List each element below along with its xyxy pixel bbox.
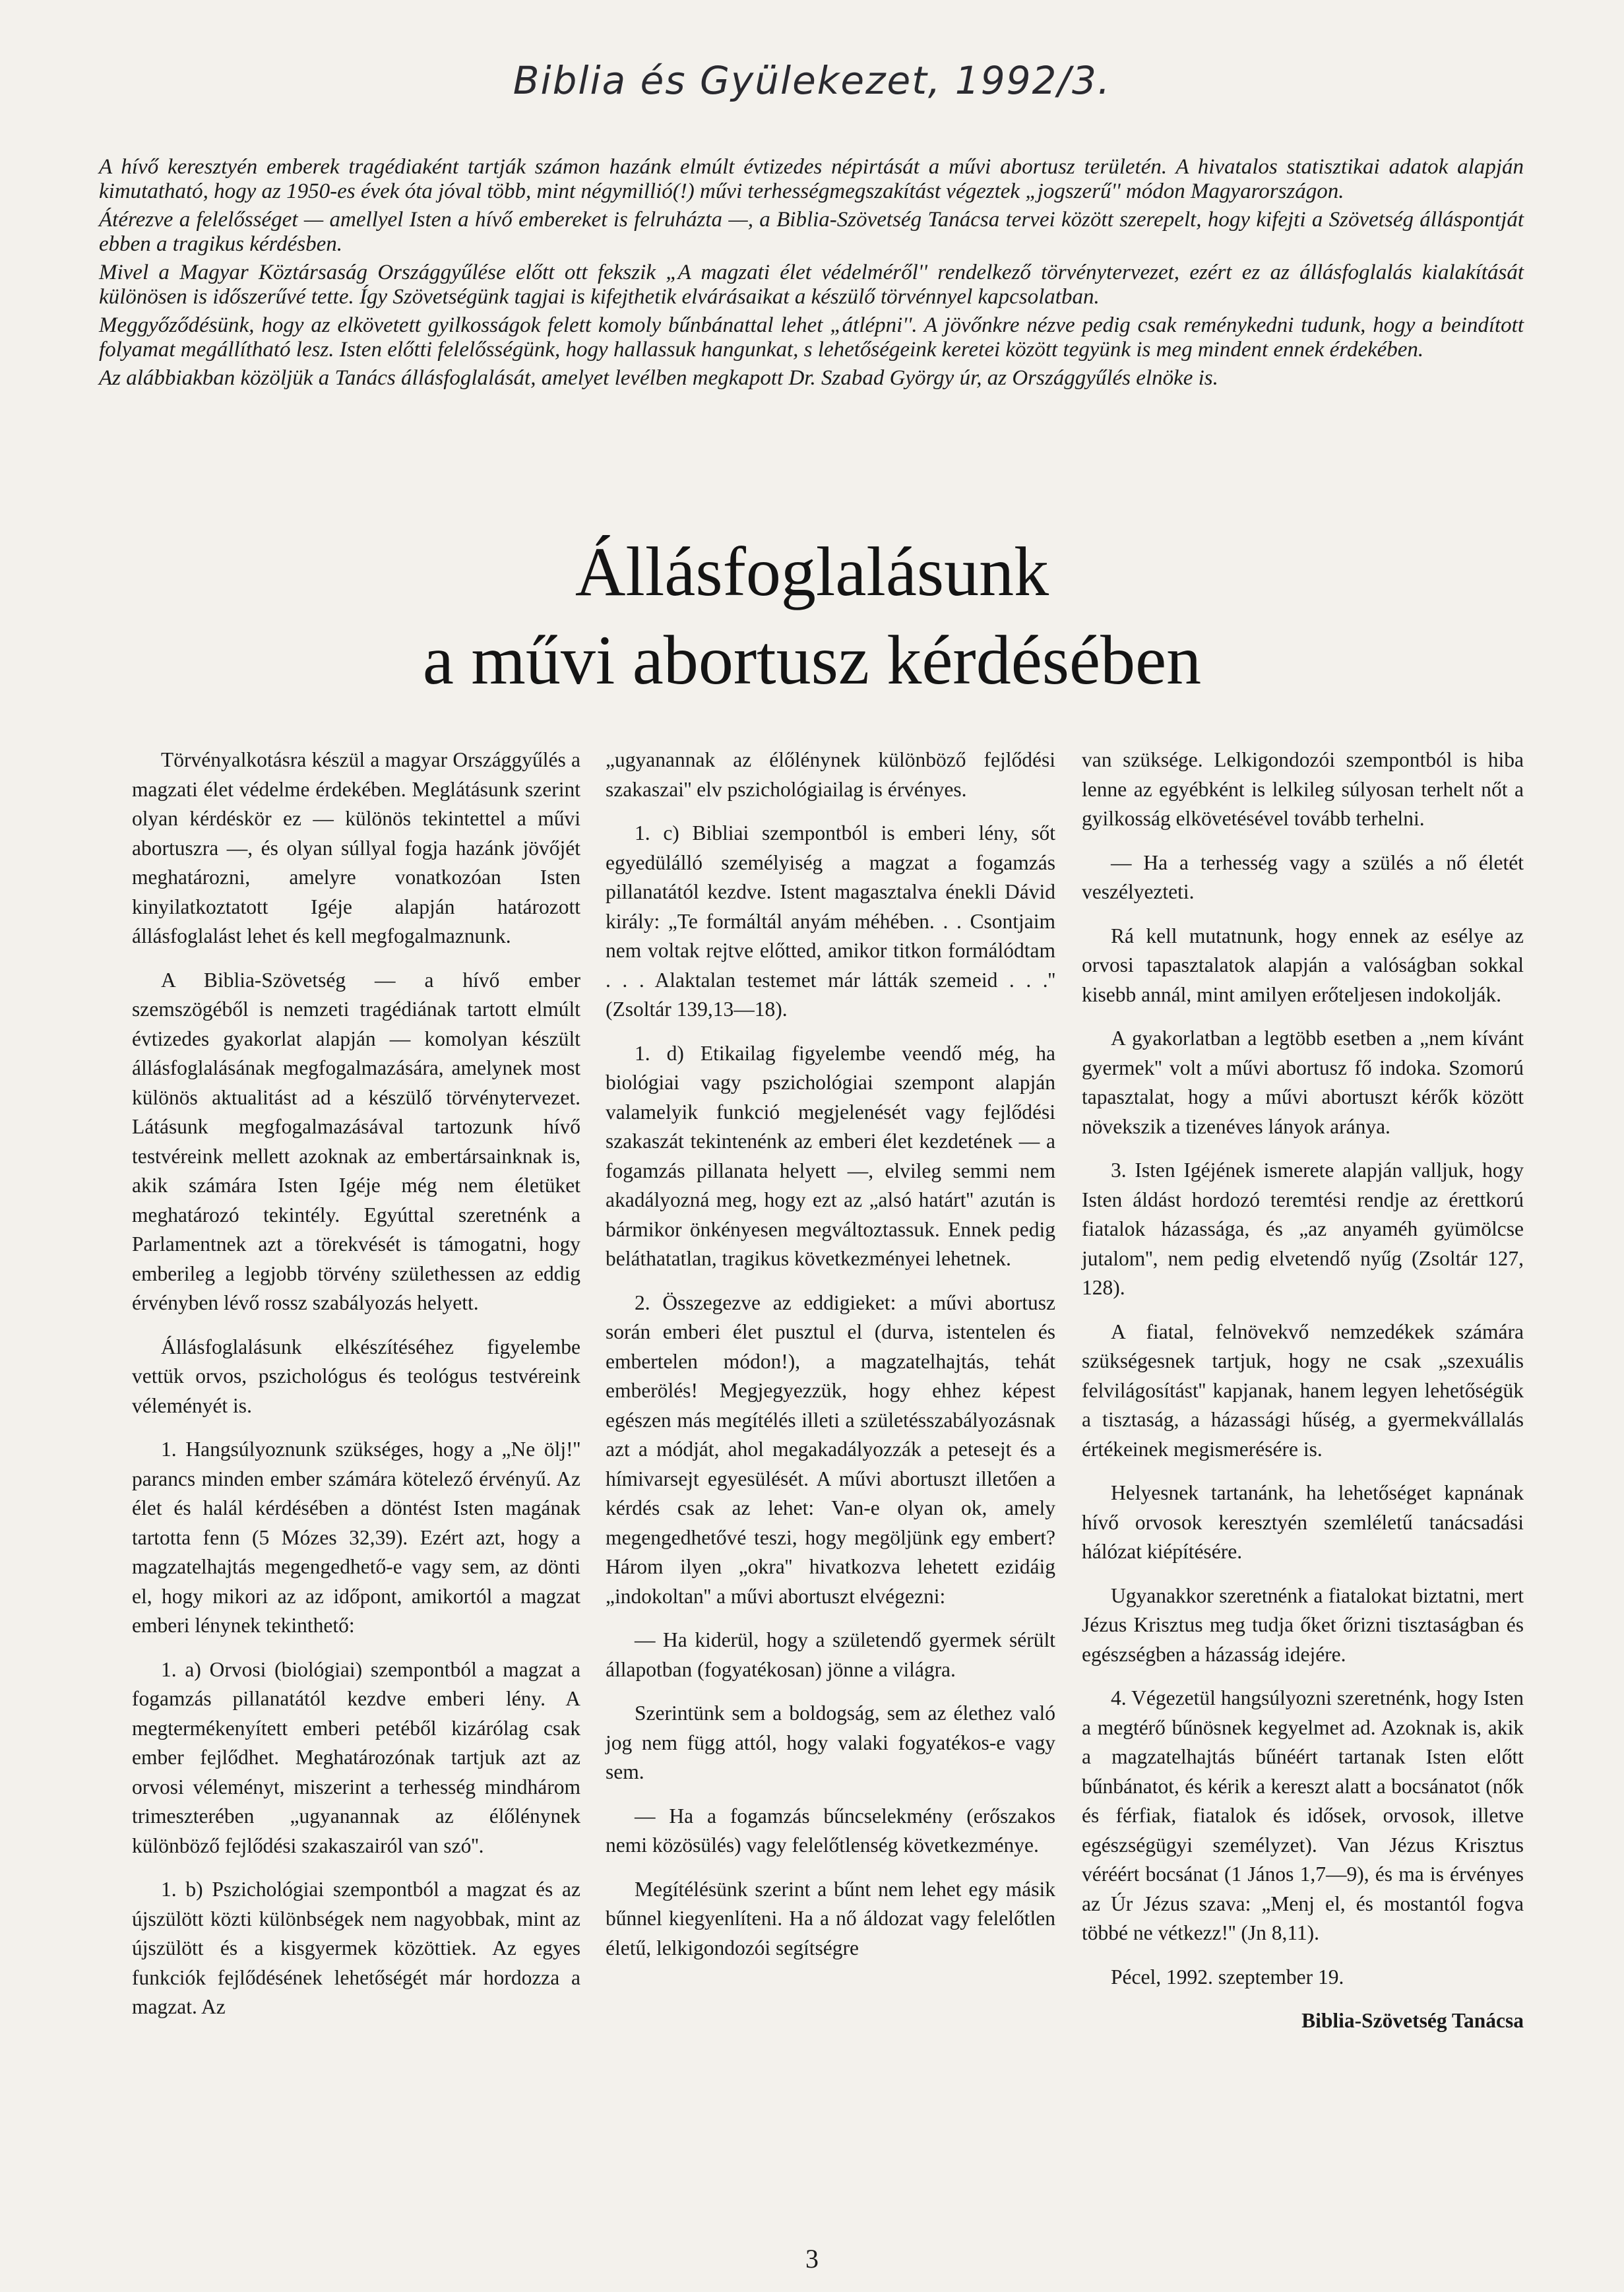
- body-paragraph: A gyakorlatban a legtöbb esetben a „nem kívánt gyermek'' volt a művi abortusz fő indoka. Szomorú tapasztalat, hogy a művi abortuszt kérők között növekszik a tizenéves lányok aránya.: [1082, 1027, 1524, 1138]
- title-line-2: a művi abortusz kérdésében: [422, 621, 1202, 699]
- column-1: [132, 746, 580, 2037]
- body-paragraph: 1. d) Etikailag figyelembe veendő még, ha biológiai vagy pszichológiai szempont alapján valamelyik funkció megjelenését vagy fejlődési szakaszát tekintenénk az emberi élet kezdetének — a fogamzás pillanata helyett —, elvileg semmi nem akadályozná meg, hogy ezt az „alsó határt'' azután is bármikor önkényesen megváltoztassuk. Ennek pedig beláthatatlan, tragikus következményei lehetnek.: [606, 1041, 1055, 1270]
- body-paragraph: Helyesnek tartanánk, ha lehetőséget kapnának hívő orvosok keresztyén szemléletű tanácsadási hálózat kiépítésére.: [1082, 1481, 1524, 1563]
- page-number: 3: [805, 2244, 819, 2274]
- body-paragraph: Állásfoglalásunk elkészítéséhez figyelembe vettük orvos, pszichológus és teológus testvéreink véleményét is.: [132, 1335, 580, 1417]
- body-paragraph: 1. c) Bibliai szempontból is emberi lény, sőt egyedülálló személyiség a magzat a fogamzás pillanatától kezdve. Istent magasztalva énekli Dávid király: „Te formáltál anyám méhében. . . Csontjaim nem voltak rejtve előtted, amikor titkon formálódtam . . . Alaktalan testemet már látták szemeid . . .'' (Zsoltár 139,13—18).: [606, 821, 1055, 1021]
- intro-paragraph: Meggyőződésünk, hogy az elkövetett gyilkosságok felett komoly bűnbánattal lehet „átlépni''. A jövőnkre nézve pedig csak reménykedni tudunk, hogy a beindított folyamat megállítható lesz. Isten előtti felelősségünk, hogy hallassuk hangunkat, s lehetőségeink keretei között tegyünk is meg mindent ennek érdekében.: [99, 313, 1524, 362]
- place-date: Pécel, 1992. szeptember 19.: [1111, 1965, 1344, 1989]
- body-paragraph: 1. Hangsúlyoznunk szükséges, hogy a „Ne ölj!'' parancs minden ember számára kötelező érvényű. Az élet és halál kérdésében a döntést Isten magának tartotta fenn (5 Mózes 32,39). Ezért azt, hogy a magzatelhajtás megengedhető-e vagy sem, az dönti el, hogy mikori az az időpont, amikortól a magzat emberi lénynek tekinthető:: [132, 1438, 580, 1637]
- article-title: [0, 528, 1624, 705]
- title-line-1: Állásfoglalásunk: [575, 533, 1049, 610]
- body-paragraph: Szerintünk sem a boldogság, sem az élethez való jog nem függ attól, hogy valaki fogyatékos-e vagy sem.: [606, 1702, 1055, 1783]
- body-paragraph: 2. Összegezve az eddigieket: a művi abortusz során emberi élet pusztul el (durva, istentelen és embertelen módon!), a magzatelhajtás, tehát emberölés! Megjegyezzük, hogy ehhez képest egészen más megítélés illeti a születésszabályozásnak azt a módját, ahol megakadályozzák a petesejt és a hímivarsejt egyesülését. A művi abortuszt illetően a kérdés csak az lehet: Van-e olyan ok, amely megengedhetővé teszi, hogy megöljünk egy embert? Három ilyen „okra'' hivatkozva lehetett ezidáig „indokoltan'' a művi abortuszt elvégezni:: [606, 1290, 1055, 1608]
- intro-paragraph: Átérezve a felelősséget — amellyel Isten a hívő embereket is felruházta —, a Biblia-Szövetség Tanácsa tervei között szerepelt, hogy kifejti a Szövetség álláspontját ebben a tragikus kérdésben.: [99, 208, 1524, 256]
- body-paragraph: Megítélésünk szerint a bűnt nem lehet egy másik bűnnel kiegyenlíteni. Ha a nő áldozat vagy felelőtlen életű, lelkigondozói segítségre: [606, 1877, 1055, 1959]
- body-paragraph: Ugyanakkor szeretnénk a fiatalokat biztatni, mert Jézus Krisztus meg tudja őket őrizni tisztaságban és egészségben a házasság idejére.: [1082, 1583, 1524, 1666]
- body-paragraph: 4. Végezetül hangsúlyozni szeretnénk, hogy Isten a megtérő bűnösnek kegyelmet ad. Azoknak is, akik a magzatelhajtás bűnéért tartanak Isten előtt bűnbánatot, és kérik a kereszt alatt a bocsánatot (nők és férfiak, fiatalok és idősek, orvosok, illetve egészségügyi személyzet). Van Jézus Krisztus véréért bocsánat (1 János 1,7—9), és ma is érvényes az Úr Jézus szava: „Menj el, és mostantól fogva többé ne vétkezz!'' (Jn 8,11).: [1082, 1686, 1524, 1944]
- body-paragraph: „ugyanannak az élőlénynek különböző fejlődési szakaszai'' elv pszichológiailag is érvényes.: [606, 748, 1055, 801]
- signature: Biblia-Szövetség Tanácsa: [1301, 2009, 1524, 2032]
- body-paragraph: Rá kell mutatnunk, hogy ennek az esélye az orvosi tapasztalatok alapján a valóságban sokkal kisebb annál, mint amilyen erőteljesen indokolják.: [1082, 924, 1524, 1006]
- body-paragraph: 1. b) Pszichológiai szempontból a magzat és az újszülött közti különbségek nem nagyobbak, mint az újszülött és a kisgyermek közöttiek. Az egyes funkciók fejlődésének lehetőségét már hordozza a magzat. Az: [132, 1878, 580, 2018]
- body-paragraph: A Biblia-Szövetség — a hívő ember szemszögéből is nemzeti tragédiának tartott elmúlt évtizedes gyakorlat alapján — komolyan készült állásfoglalásának megfogalmazására, amelynek most különös aktualitást ad a készülő törvénytervezet. Látásunk megfogalmazásával tartozunk hívő testvéreink mellett azoknak az embertársainknak is, akik számára Isten Igéje még nem életüket meghatározó tekintély. Egyúttal szeretnénk a Parlamentnek azt a törekvését is támogatni, hogy emberileg a legjobb törvény születhessen az eddig érvényben lévő rossz szabályozás helyett.: [132, 968, 580, 1314]
- body-paragraph: 3. Isten Igéjének ismerete alapján valljuk, hogy Isten áldást hordozó teremtési rendje az érettkorú fiatalok házassága, és „az anyaméh gyümölcse jutalom'', nem pedig elvetendő nyűg (Zsoltár 127, 128).: [1082, 1159, 1524, 1299]
- body-paragraph: van szüksége. Lelkigondozói szempontból is hiba lenne az egyébként is lelkileg súlyosan terhelt nőt a gyilkosság elkövetésével tovább terhelni.: [1082, 748, 1524, 830]
- intro-paragraph: A hívő keresztyén emberek tragédiaként tartják számon hazánk elmúlt évtizedes népirtását a művi abortusz területén. A hivatalos statisztikai adatok alapján kimutatható, hogy az 1950-es évek óta jóval több, mint négymillió(!) művi terhességmegszakítást végeztek „jogszerű'' módon Magyarországon.: [99, 155, 1524, 203]
- body-paragraph: — Ha a fogamzás bűncselekmény (erőszakos nemi közösülés) vagy felelőtlenség következménye.: [606, 1804, 1055, 1857]
- body-paragraph: Törvényalkotásra készül a magyar Országgyűlés a magzati élet védelme érdekében. Meglátásunk szerint olyan kérdéskör ez — különös tekintettel a művi abortuszra —, és olyan súllyal fogja hazánk jövőjét meghatározni, amelyre vonatkozóan Isten kinyilatkoztatott Igéje alapján határozott állásfoglalást lehet és kell megfogalmaznunk.: [132, 748, 580, 947]
- column-2: [606, 746, 1055, 1977]
- body-paragraph: — Ha kiderül, hogy a születendő gyermek sérült állapotban (fogyatékosan) jönne a világra.: [606, 1628, 1055, 1681]
- column-3: [1082, 746, 1524, 2036]
- intro-paragraph: Az alábbiakban közöljük a Tanács állásfoglalását, amelyet levélben megkapott Dr. Szabad György úr, az Országgyűlés elnöke is.: [99, 366, 1218, 390]
- body-paragraph: 1. a) Orvosi (biológiai) szempontból a magzat a fogamzás pillanatától kezdve emberi lény. A megtermékenyített emberi petéből kizárólag csak ember fejlődhet. Meghatározónak tartjuk azt az orvosi véleményt, miszerint a terhesség mindhárom trimeszterében „ugyanannak az élőlénynek különböző fejlődési szakaszairól van szó''.: [132, 1657, 580, 1857]
- handwritten-source-note: Biblia és Gyülekezet, 1992/3.: [513, 58, 1111, 103]
- article-body: [0, 746, 1624, 2184]
- body-paragraph: A fiatal, felnövekvő nemzedékek számára szükségesnek tartjuk, hogy ne csak „szexuális felvilágosítást'' kapjanak, hanem legyen lehetőségük a tisztaság, a házassági hűség, a gyermekvállalás értékeinek megismerésére is.: [1082, 1320, 1524, 1461]
- intro-paragraph: Mivel a Magyar Köztársaság Országgyűlése előtt ott fekszik „A magzati élet védelméről'' rendelkező törvénytervezet, ezért ez az állásfoglalás kialakítását különösen is időszerűvé tette. Így Szövetségünk tagjai is kifejthetik elvárásaikat a készülő törvénnyel kapcsolatban.: [99, 261, 1524, 309]
- intro-block: [99, 155, 1524, 395]
- body-paragraph: — Ha a terhesség vagy a szülés a nő életét veszélyezteti.: [1082, 850, 1524, 903]
